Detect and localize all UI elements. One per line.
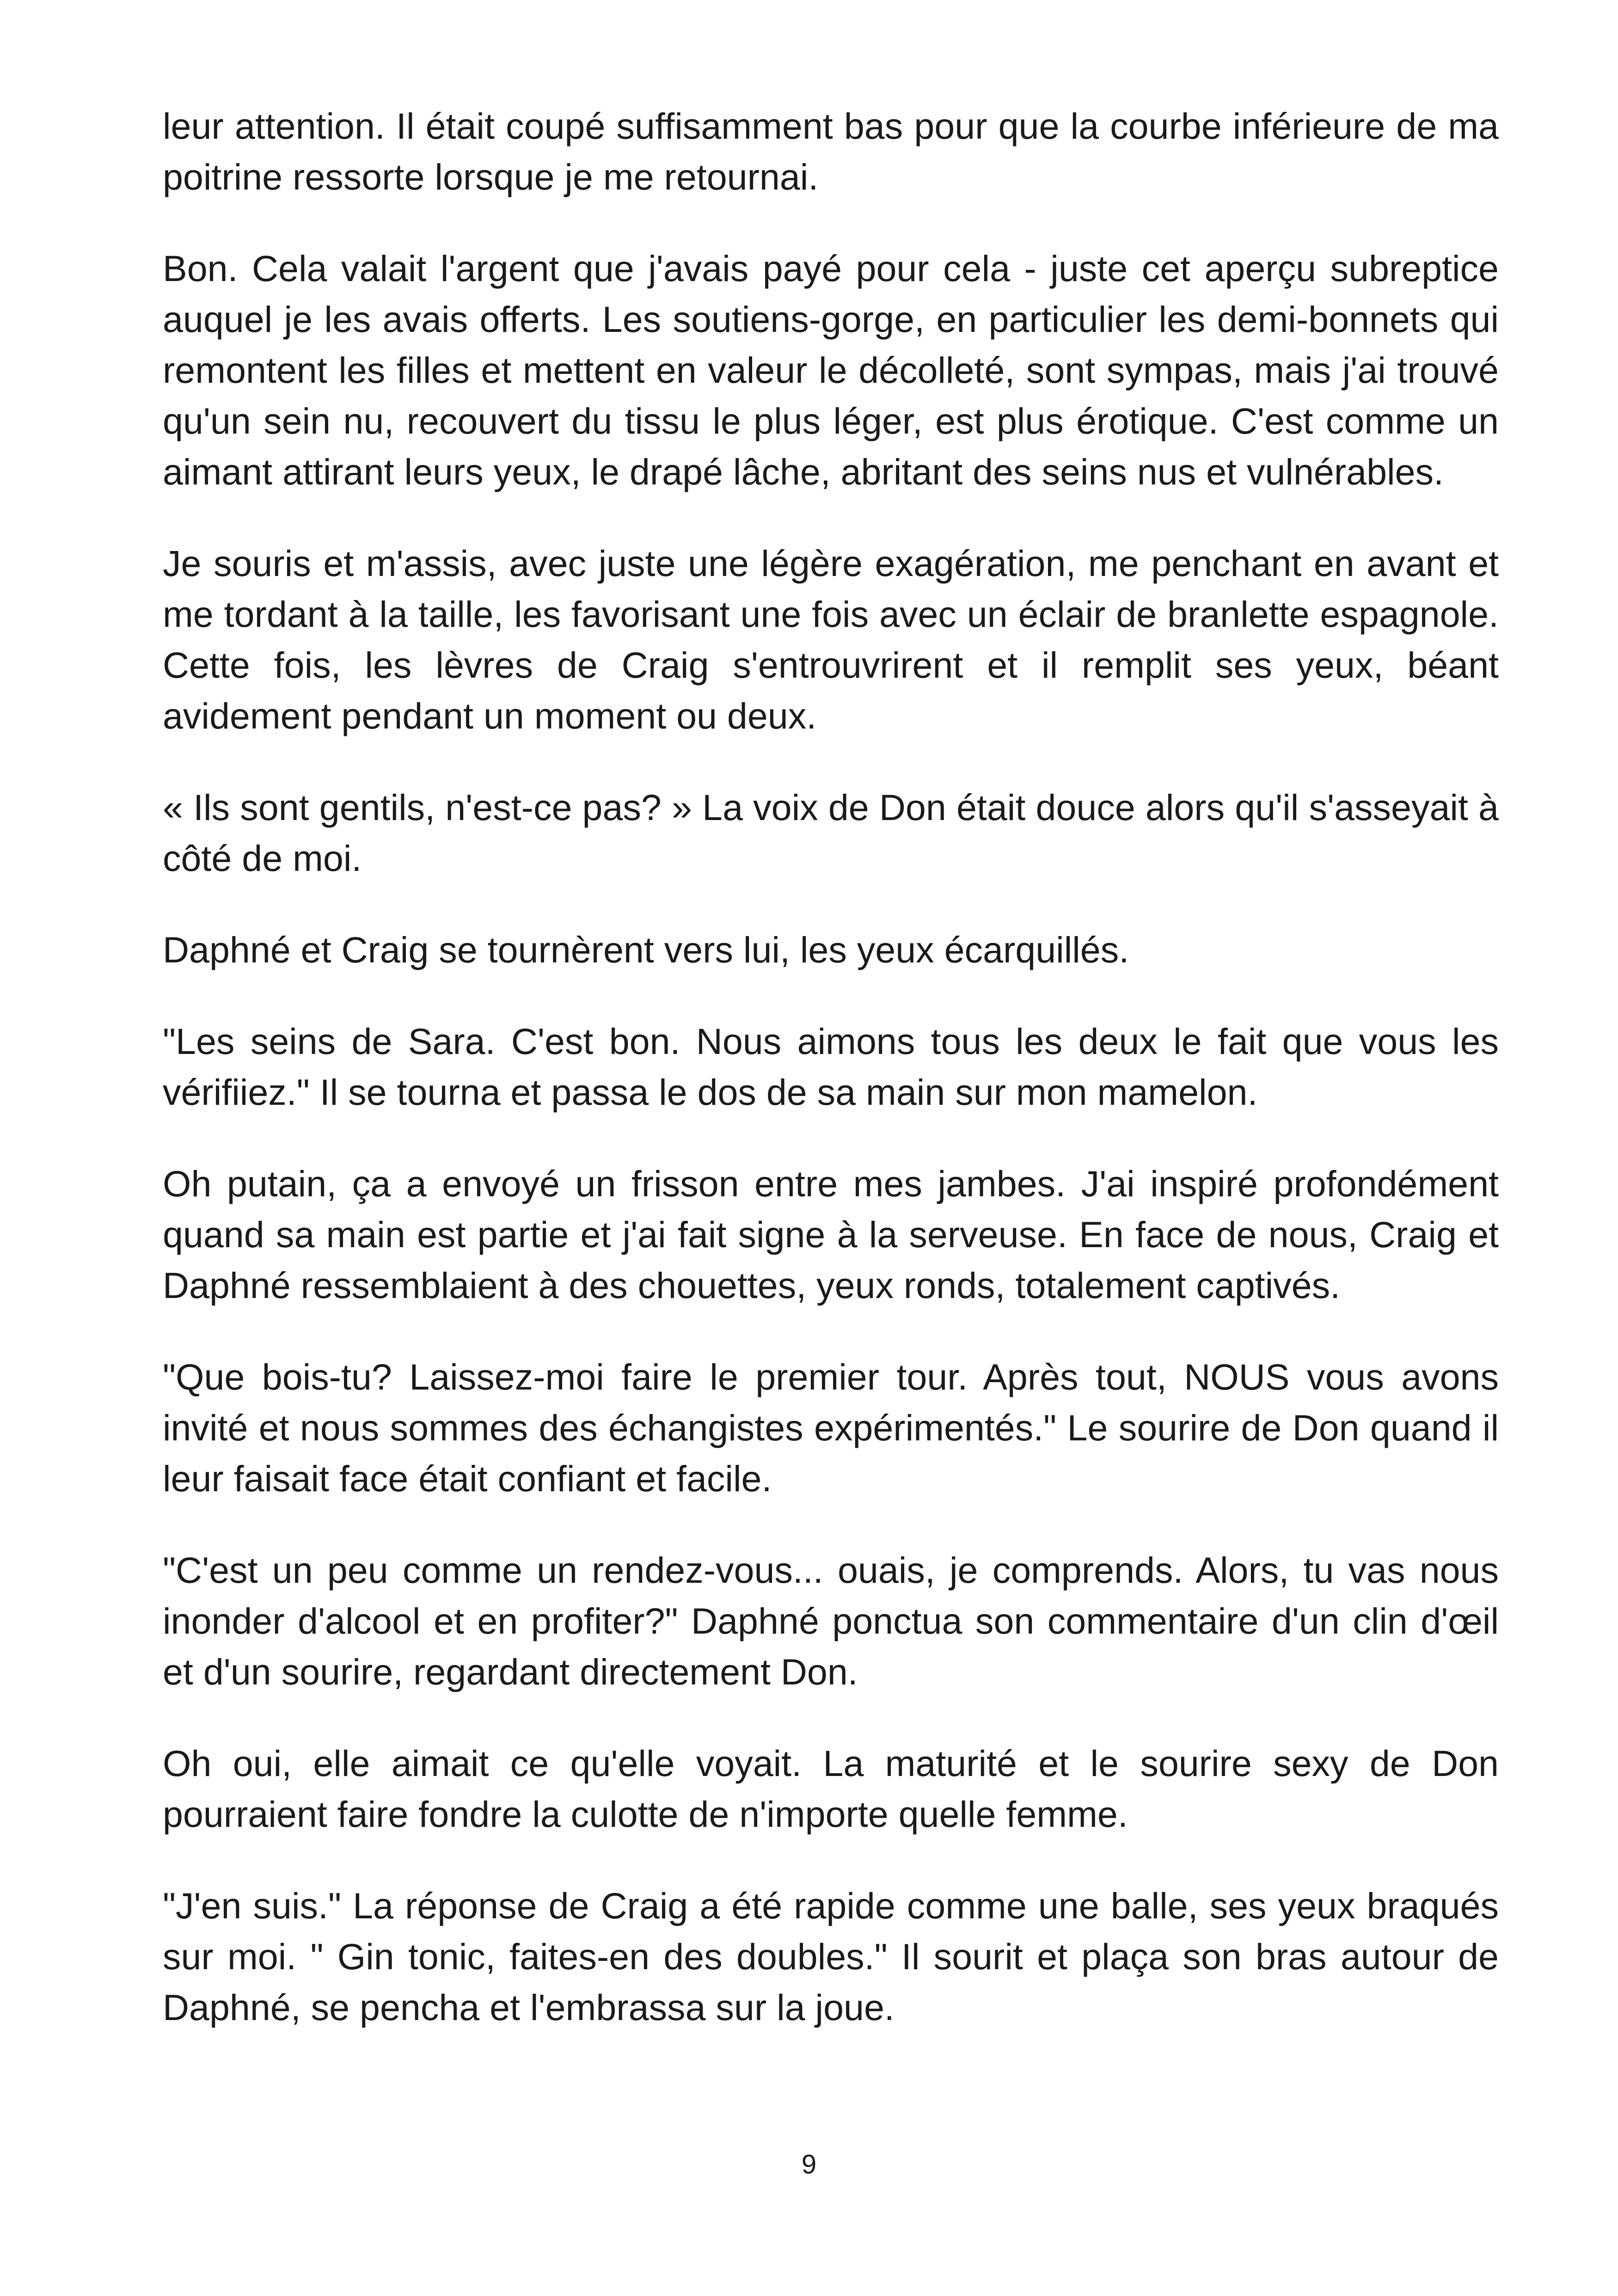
paragraph-4: « Ils sont gentils, n'est-ce pas? » La voix de Don était douce alors qu'il s'asseyait à côté de moi. <box>163 787 1499 879</box>
paragraph-3: Je souris et m'assis, avec juste une légère exagération, me penchant en avant et me tordant à la taille, les favorisant une fois avec un éclair de branlette espagnole. Cette fois, les lèvres de Craig s'entrouvrirent et il remplit ses yeux, béant avidement pendant un moment ou deux. <box>163 543 1499 736</box>
paragraph-7: Oh putain, ça a envoyé un frisson entre mes jambes. J'ai inspiré profondément quand sa main est partie et j'ai fait signe à la serveuse. En face de nous, Craig et Daphné ressemblaient à des chouettes, yeux ronds, totalement captivés. <box>163 1163 1499 1306</box>
paragraph-9: "C'est un peu comme un rendez-vous... ouais, je comprends. Alors, tu vas nous inonder d'alcool et en profiter?" Daphné ponctua son commentaire d'un clin d'œil et d'un sourire, regardant directement Don. <box>163 1549 1499 1692</box>
page-number: 9 <box>801 2149 817 2180</box>
paragraph-2: Bon. Cela valait l'argent que j'avais payé pour cela - juste cet aperçu subreptice auquel je les avais offerts. Les soutiens-gorge, en particulier les demi-bonnets qui remontent les filles et mettent en valeur le décolleté, sont sympas, mais j'ai trouvé qu'un sein nu, recouvert du tissu le plus léger, est plus érotique. C'est comme un aimant attirant leurs yeux, le drapé lâche, abritant des seins nus et vulnérables. <box>163 248 1499 492</box>
paragraph-10: Oh oui, elle aimait ce qu'elle voyait. La maturité et le sourire sexy de Don pourraient faire fondre la culotte de n'importe quelle femme. <box>163 1743 1499 1835</box>
paragraph-5: Daphné et Craig se tournèrent vers lui, les yeux écarquillés. <box>163 929 1129 970</box>
paragraph-6: "Les seins de Sara. C'est bon. Nous aimons tous les deux le fait que vous les vérifiiez." Il se tourna et passa le dos de sa main sur mon mamelon. <box>163 1021 1499 1113</box>
body-text <box>163 101 1499 2033</box>
paragraph-1: leur attention. Il était coupé suffisamment bas pour que la courbe inférieure de ma poitrine ressorte lorsque je me retournai. <box>163 105 1499 197</box>
paragraph-11: "J'en suis." La réponse de Craig a été rapide comme une balle, ses yeux braqués sur moi. " Gin tonic, faites-en des doubles." Il sourit et plaça son bras autour de Daphné, se pencha et l'embrassa sur la joue. <box>163 1885 1499 2028</box>
paragraph-8: "Que bois-tu? Laissez-moi faire le premier tour. Après tout, NOUS vous avons invité et nous sommes des échangistes expérimentés." Le sourire de Don quand il leur faisait face était confiant et facile. <box>163 1356 1499 1499</box>
